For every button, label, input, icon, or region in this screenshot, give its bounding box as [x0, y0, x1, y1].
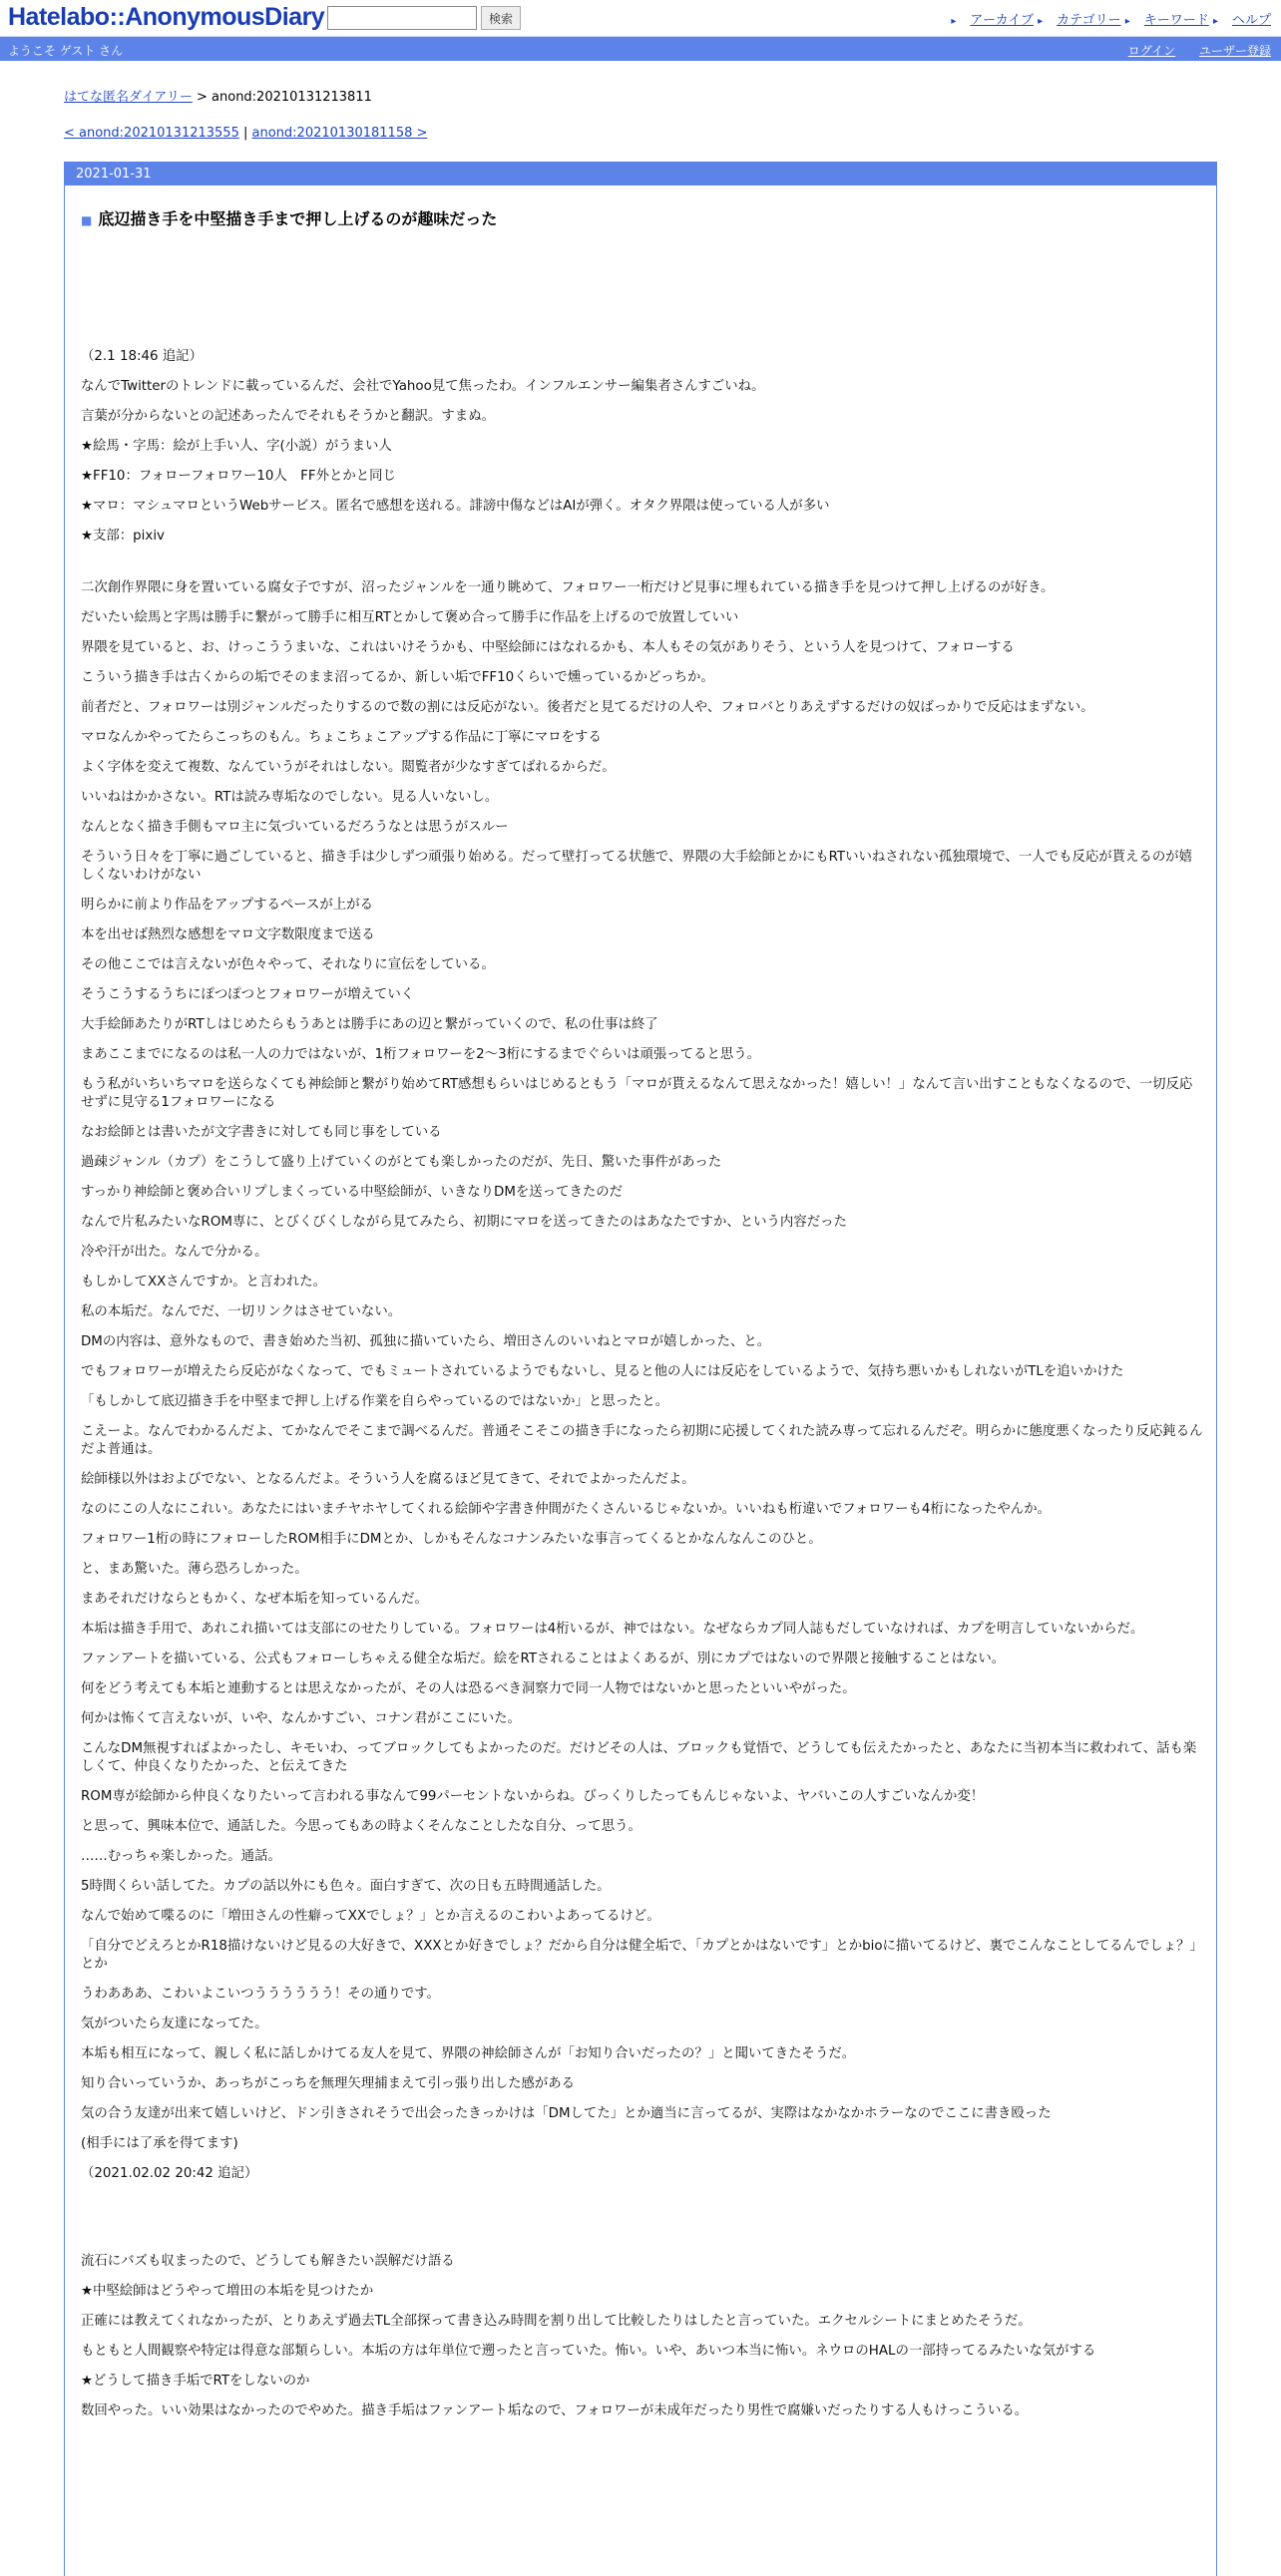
next-entry-link[interactable]: anond:20210130181158 >	[251, 126, 428, 141]
entry-paragraph: 前者だと、フォロワーは別ジャンルだったりするので数の割には反応がない。後者だと見てるだけの人や、フォロバとりあえずするだけの奴ばっかりで反応はまずない。	[81, 700, 1094, 715]
entry-paragraph: ★絵馬・字馬：絵が上手い人、字(小説）がうまい人	[81, 439, 392, 454]
entry-paragraph: （2.1 18:46 追記）	[81, 349, 203, 364]
entry-paragraph: なんで片私みたいなROM専に、とびくびくしながら見てみたら、初期にマロを送ってきたのはあなたですか、という内容だった	[81, 1215, 847, 1230]
entry-paragraph: ……むっちゃ楽しかった。通話。	[81, 1849, 281, 1864]
entry-paragraph: なんで始めて喋るのに「増田さんの性癖ってXXでしょ？」とか言えるのこわいよあってるけど。	[81, 1909, 660, 1924]
prev-entry-link[interactable]: < anond:20210131213555	[64, 126, 239, 141]
entry-title-text: 底辺描き手を中堅描き手まで押し上げるのが趣味だった	[98, 209, 498, 228]
entry-paragraph: なんでTwitterのトレンドに載っているんだ、会社でYahoo見て焦ったわ。インフルエンサー編集者さんすごいね。	[81, 379, 765, 394]
entry-paragraph: 二次創作界隈に身を置いている腐女子ですが、沼ったジャンルを一通り眺めて、フォロワー一桁だけど見事に埋もれている描き手を見つけて押し上げるのが好き。	[81, 580, 1055, 595]
entry-paragraph: と思って、興味本位で、通話した。今思ってもあの時よくそんなことしたな自分、って思う。	[81, 1819, 641, 1834]
search-button[interactable]: 検索	[481, 6, 521, 30]
entry-paragraph: 流石にバズも収まったので、どうしても解きたい誤解だけ語る	[81, 2254, 455, 2269]
entry-paragraph: もしかしてXXさんですか。と言われた。	[81, 1275, 326, 1289]
entry-paragraph: もともと人間観察や特定は得意な部類らしい。本垢の方は年単位で遡ったと言っていた。怖い。いや、あいつ本当に怖い。ネウロのHALの一部持ってるみたいな気がする	[81, 2344, 1096, 2359]
entry-paragraph: (相手には了承を得てます)	[81, 2136, 238, 2151]
user-bar	[0, 37, 1281, 61]
entry-paragraph: 明らかに前より作品をアップするペースが上がる	[81, 898, 373, 913]
entry-paragraph: ★支部：pixiv	[81, 529, 165, 544]
entry-paragraph: 気の合う友達が出来て嬉しいけど、ドン引きされそうで出会ったきっかけは「DMしてた」とか適当に言ってるが、実際はなかなかホラーなのでここに書き殴った	[81, 2106, 1052, 2121]
site-logo[interactable]: Hatelabo::AnonymousDiary	[8, 3, 325, 31]
nav-category-link[interactable]: カテゴリー	[1057, 13, 1121, 28]
entry-paragraph: 本垢も相互になって、親しく私に話しかけてる友人を見て、界隈の神絵師さんが「お知り合いだったの？」と聞いてきたそうだ。	[81, 2046, 856, 2061]
entry-paragraph: （2021.02.02 20:42 追記）	[81, 2166, 258, 2181]
entry-paragraph: こんなDM無視すればよかったし、キモいわ、ってブロックしてもよかったのだ。だけどその人は、ブロックも覚悟で、どうしても伝えたかったと、あなたに当初本当に救われて、話も楽しくて、仲良くなりたかった、と伝えてきた	[81, 1741, 1197, 1774]
entry-paragraph: いいねはかかさない。RTは読み専垢なのでしない。見る人いないし。	[81, 790, 499, 805]
entry-paragraph: そうこうするうちにぽつぽつとフォロワーが増えていく	[81, 987, 415, 1002]
entry-paragraph: なのにこの人なにこれい。あなたにはいまチヤホヤしてくれる絵師や字書き仲間がたくさんいるじゃないか。いいねも桁違いでフォロワーも4桁になったやんか。	[81, 1502, 1051, 1517]
entry-title	[81, 206, 497, 229]
day-date: 2021-01-31	[65, 163, 1216, 185]
entry-paragraph: 気がついたら友達になってた。	[81, 2017, 268, 2031]
entry-pager	[64, 126, 427, 141]
chevron-right-icon: ▸	[1124, 16, 1130, 27]
entry-paragraph: ROM専が絵師から仲良くなりたいって言われる事なんて99パーセントないからね。びっくりしたってもんじゃないよ、ヤバいこの人すごいなんか変！	[81, 1789, 985, 1804]
breadcrumb	[64, 86, 372, 105]
entry-paragraph: 「自分でどえろとかR18描けないけど見るの大好きで、XXXとか好きでしょ？だから自分は健全垢で、「カプとかはないです」とかbioに描いてるけど、裏でこんなことしてるんでしょ？」とか	[81, 1939, 1203, 1972]
entry-paragraph: ★どうして描き手垢でRTをしないのか	[81, 2374, 310, 2389]
entry-paragraph: ★FF10：フォローフォロワー10人 FF外とかと同じ	[81, 469, 396, 484]
entry-paragraph: 大手絵師あたりがRTしはじめたらもうあとは勝手にあの辺と繋がっていくので、私の仕事は終了	[81, 1017, 658, 1032]
entry-paragraph: すっかり神絵師と褒め合いリプしまくっている中堅絵師が、いきなりDMを送ってきたのだ	[81, 1185, 624, 1200]
entry-paragraph: DMの内容は、意外なもので、書き始めた当初、孤独に描いていたら、増田さんのいいねとマロが嬉しかった、と。	[81, 1334, 771, 1349]
entry-paragraph: 私の本垢だ。なんでだ、一切リンクはさせていない。	[81, 1304, 402, 1319]
entry-paragraph: 絵師様以外はおよびでない、となるんだよ。そういう人を腐るほど見てきて、それでよかったんだよ。	[81, 1472, 695, 1487]
entry-paragraph: うわあああ、こわいよこいつうううううう！その通りです。	[81, 1987, 440, 2002]
pager-separator: |	[243, 126, 248, 141]
chevron-right-icon: ▸	[1038, 16, 1044, 27]
entry-paragraph: その他ここでは言えないが色々やって、それなりに宣伝をしている。	[81, 957, 495, 972]
entry-paragraph: 正確には教えてくれなかったが、とりあえず過去TL全部探って書き込み時間を割り出して比較したりはしたと言っていた。エクセルシートにまとめたそうだ。	[81, 2314, 1032, 2329]
nav-keyword-link[interactable]: キーワード	[1143, 13, 1209, 28]
entry-paragraph: そういう日々を丁寧に過ごしていると、描き手は少しずつ頑張り始める。だって壁打ってる状態で、界隈の大手絵師とかにもRTいいねされない孤独環境で、一人でも反応が貰えるのが嬉しくないわけがない	[81, 850, 1192, 883]
day-section	[64, 162, 1217, 2576]
entry-paragraph: 何をどう考えても本垢と連動するとは思えなかったが、その人は恐るべき洞察力で同一人物ではないかと思ったといいやがった。	[81, 1681, 856, 1696]
entry-paragraph: ★中堅絵師はどうやって増田の本垢を見つけたか	[81, 2284, 374, 2299]
entry-paragraph: 言葉が分からないとの記述あったんでそれもそうかと翻訳。すまぬ。	[81, 409, 495, 424]
entry-paragraph: 知り合いっていうか、あっちがこっちを無理矢理捕まえて引っ張り出した感がある	[81, 2076, 576, 2091]
entry-paragraph: こえーよ。なんでわかるんだよ、てかなんでそこまで調べるんだ。普通そこそこの描き手になったら初期に応援してくれた読み専って忘れるんだぞ。明らかに態度悪くなったり反応鈍るんだよ普通は。	[81, 1424, 1203, 1457]
search-input[interactable]	[327, 6, 477, 30]
entry-paragraph: 「もしかして底辺描き手を中堅まで押し上げる作業を自らやっているのではないか」と思ったと。	[81, 1394, 669, 1409]
entry-paragraph: だいたい絵馬と字馬は勝手に繋がって勝手に相互RTとかして褒め合って勝手に作品を上げるので放置していい	[81, 610, 739, 625]
chevron-right-icon: ▸	[951, 16, 957, 27]
entry-paragraph: でもフォロワーが増えたら反応がなくなって、でもミュートされているようでもないし、見ると他の人には反応をしているようで、気持ち悪いかもしれないがTLを追いかけた	[81, 1364, 1124, 1379]
entry-paragraph: 冷や汗が出た。なんで分かる。	[81, 1245, 268, 1260]
breadcrumb-home-link[interactable]: はてな匿名ダイアリー	[64, 90, 193, 105]
entry-paragraph: マロなんかやってたらこっちのもん。ちょこちょこアップする作品に丁寧にマロをする	[81, 730, 602, 745]
entry-paragraph: 何かは怖くて言えないが、いや、なんかすごい、コナン君がここにいた。	[81, 1711, 521, 1726]
chevron-right-icon: ▸	[1212, 16, 1218, 27]
breadcrumb-current: anond:20210131213811	[212, 90, 372, 105]
entry-paragraph: フォロワー1桁の時にフォローしたROM相手にDMとか、しかもそんなコナンみたいな事言ってくるとかなんなんこのひと。	[81, 1532, 822, 1547]
user-links	[1108, 42, 1271, 59]
entry-paragraph: まあそれだけならともかく、なぜ本垢を知っているんだ。	[81, 1592, 428, 1607]
entry-paragraph: もう私がいちいちマロを送らなくても神絵師と繋がり始めてRT感想もらいはじめるともう「マロが貰えるなんて思えなかった！嬉しい！」なんて言い出すこともなくなるので、一切反応せずに見守る1フォロワーになる	[81, 1077, 1193, 1110]
breadcrumb-separator: >	[196, 90, 208, 105]
login-link[interactable]: ログイン	[1127, 44, 1176, 58]
register-link[interactable]: ユーザー登録	[1198, 44, 1271, 58]
square-bullet-icon[interactable]: ■	[81, 213, 93, 227]
header-nav	[951, 9, 1271, 28]
entry-paragraph: ファンアートを描いている、公式もフォローしちゃえる健全な垢だ。絵をRTされることはよくあるが、別にカプではないので界隈と接触することはない。	[81, 1652, 1006, 1666]
entry-paragraph: 数回やった。いい効果はなかったのでやめた。描き手垢はファンアート垢なので、フォロワーが未成年だったり男性で腐嫌いだったりする人もけっこういる。	[81, 2403, 1029, 2418]
entry-paragraph: 界隈を見ていると、お、けっこううまいな、これはいけそうかも、中堅絵師にはなれるかも、本人もその気がありそう、という人を見つけて、フォローする	[81, 640, 1015, 655]
welcome-text: ようこそ ゲスト さん	[8, 44, 124, 58]
nav-archive-link[interactable]: アーカイブ	[970, 13, 1034, 28]
entry-paragraph: ★マロ：マシュマロというWebサービス。匿名で感想を送れる。誹謗中傷などはAIが弾く。オタク界隈は使っている人が多い	[81, 499, 830, 514]
entry-paragraph: 5時間くらい話してた。カプの話以外にも色々。面白すぎて、次の日も五時間通話した。	[81, 1879, 611, 1894]
entry-paragraph: なんとなく描き手側もマロ主に気づいているだろうなとは思うがスルー	[81, 820, 509, 835]
entry-paragraph: 本垢は描き手用で、あれこれ描いては支部にのせたりしている。フォロワーは4桁いるが、神ではない。なぜならカプ同人誌もだしていなければ、カプを明言していないからだ。	[81, 1622, 1144, 1637]
nav-help-link[interactable]: ヘルプ	[1231, 13, 1271, 28]
entry-paragraph: 本を出せば熱烈な感想をマロ文字数限度まで送る	[81, 927, 375, 942]
entry-paragraph: なお絵師とは書いたが文字書きに対しても同じ事をしている	[81, 1125, 442, 1140]
entry-body	[81, 348, 1204, 2432]
entry-paragraph: よく字体を変えて複数、なんていうがそれはしない。閲覧者が少なすぎてばれるからだ。	[81, 760, 616, 775]
entry-paragraph: と、まあ驚いた。薄ら恐ろしかった。	[81, 1562, 308, 1577]
entry-paragraph: こういう描き手は古くからの垢でそのまま沼ってるか、新しい垢でFF10くらいで燻っているかどっちか。	[81, 670, 714, 685]
entry-paragraph: まあここまでになるのは私一人の力ではないが、1桁フォロワーを2～3桁にするまでぐらいは頑張ってると思う。	[81, 1047, 761, 1062]
site-header	[0, 0, 1281, 37]
entry-paragraph: 過疎ジャンル（カプ）をこうして盛り上げていくのがとても楽しかったのだが、先日、驚いた事件があった	[81, 1155, 722, 1170]
